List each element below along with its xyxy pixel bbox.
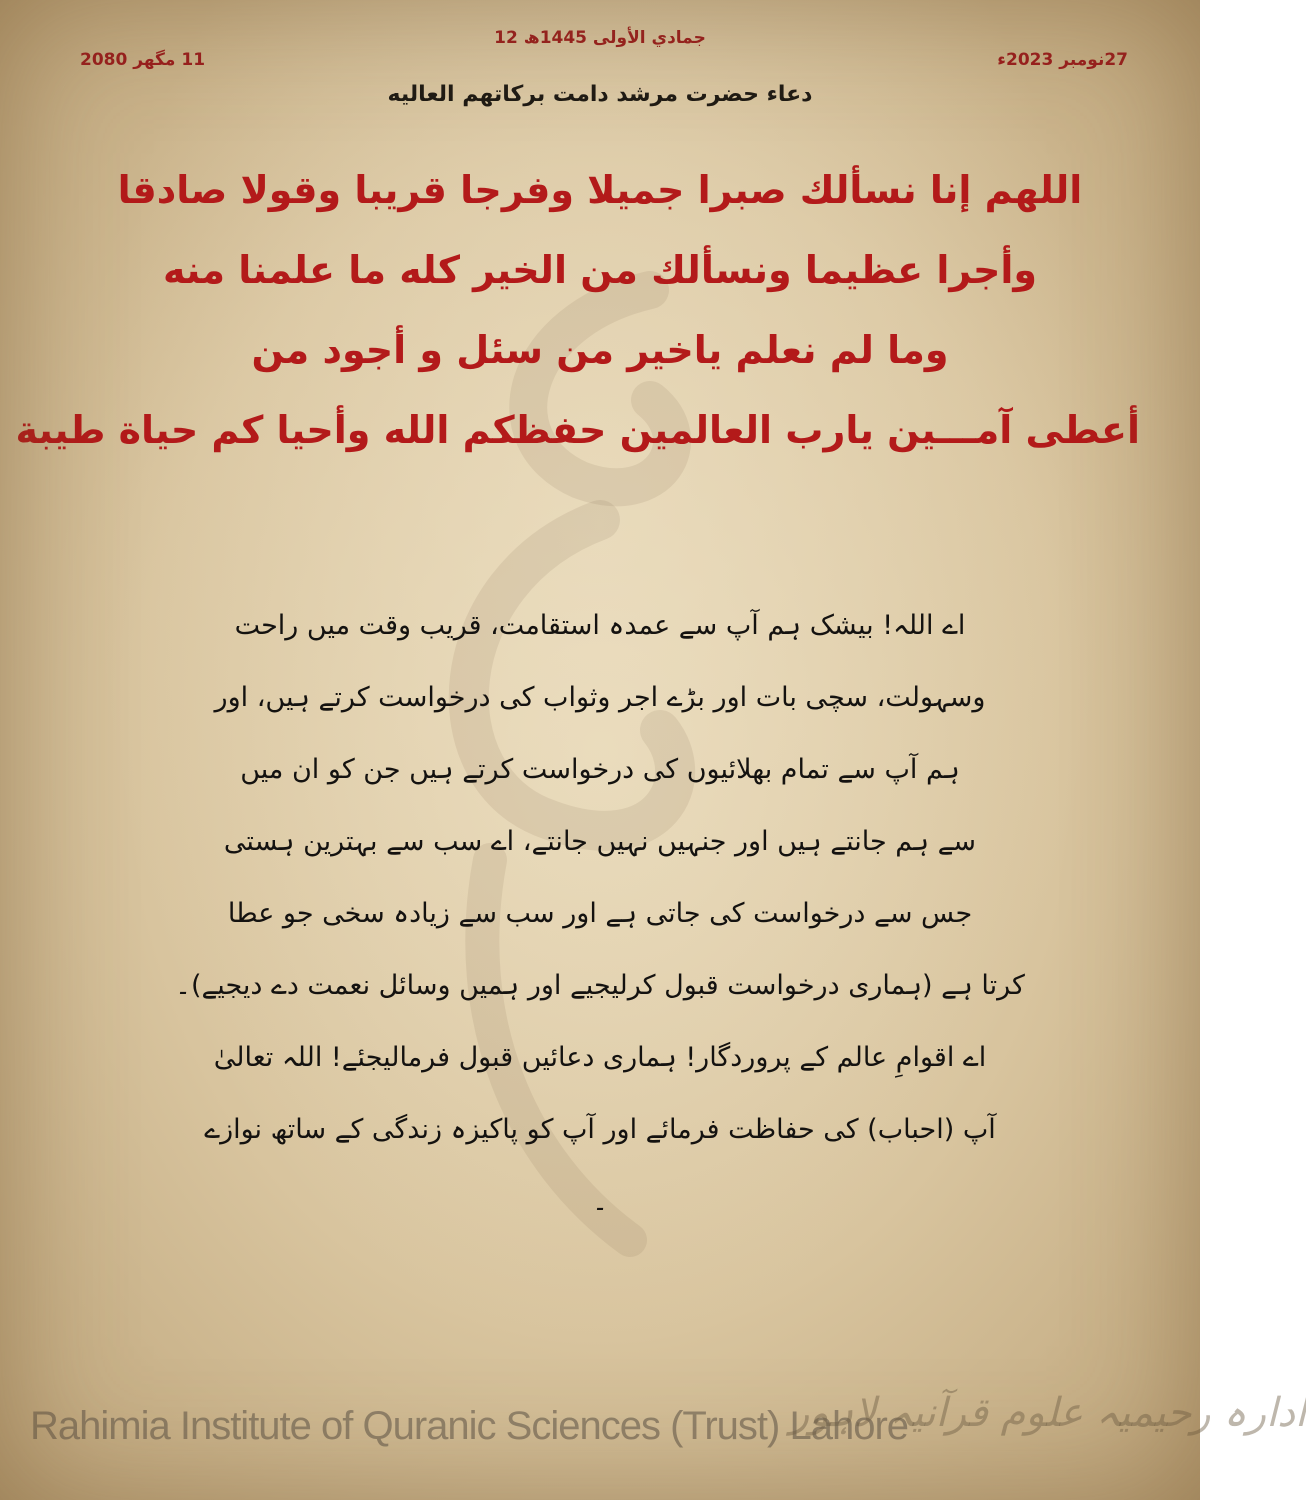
urdu-translation-line: اے اللہ! بیشک ہم آپ سے عمدہ استقامت، قریب وقت میں راحت <box>234 610 966 641</box>
urdu-translation-line: ۔ <box>592 1186 608 1217</box>
urdu-translation-line: آپ (احباب) کی حفاظت فرمائے اور آپ کو پاکیزہ زندگی کے ساتھ نوازے <box>204 1114 996 1145</box>
arabic-dua-line: اللهم إنا نسألك صبرا جميلا وفرجا قريبا وقولا صادقا <box>117 168 1083 212</box>
urdu-translation-line: جس سے درخواست کی جاتی ہے اور سب سے زیادہ سخی جو عطا <box>227 898 973 929</box>
gregorian-date: 27نومبر 2023ء <box>997 50 1128 70</box>
urdu-translation-line: وسہولت، سچی بات اور بڑے اجر وثواب کی درخواست کرتے ہیں، اور <box>214 682 986 713</box>
hijri-date: 12 جمادي الأولى 1445ھ <box>494 28 706 48</box>
arabic-dua <box>15 150 1140 470</box>
institute-name-english: Rahimia Institute of Quranic Sciences (Trust) Lahore <box>30 1404 909 1448</box>
bikrami-date: 11 مگھر 2080 <box>80 50 206 70</box>
arabic-dua-line: وما لم نعلم ياخير من سئل و أجود من <box>251 328 949 372</box>
urdu-translation <box>120 590 1080 1238</box>
dua-title: دعاء حضرت مرشد دامت بركاتهم العاليه <box>387 82 813 107</box>
institute-logo-urdu: ادارہ رحیمیہ علوم قرآنیہ لاہور <box>790 1390 1306 1436</box>
urdu-translation-line: کرتا ہے (ہماری درخواست قبول کرلیجیے اور ہمیں وسائل نعمت دے دیجیے)۔ <box>175 970 1025 1001</box>
arabic-dua-line: أعطى آمـــين يارب العالمين حفظكم الله وأحيا كم حياة طيبة <box>15 408 1140 452</box>
urdu-translation-line: سے ہم جانتے ہیں اور جنہیں نہیں جانتے، اے سب سے بہترین ہستی <box>223 826 977 857</box>
urdu-translation-line: ہم آپ سے تمام بھلائیوں کی درخواست کرتے ہیں جن کو ان میں <box>240 754 960 785</box>
urdu-translation-line: اے اقوامِ عالم کے پروردگار! ہماری دعائیں قبول فرمالیجئے! اللہ تعالیٰ <box>213 1042 987 1073</box>
arabic-dua-line: وأجرا عظيما ونسألك من الخير كله ما علمنا منه <box>162 248 1038 292</box>
